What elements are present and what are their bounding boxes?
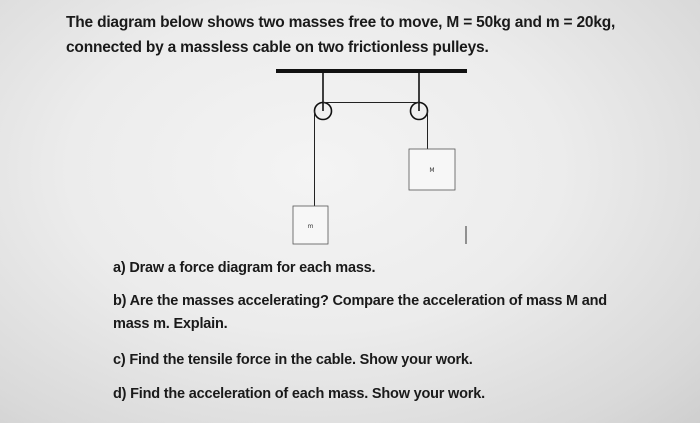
question-c-text: c) Find the tensile force in the cable. Show your work. xyxy=(113,352,473,368)
question-b xyxy=(113,290,693,336)
small-mass-label: m xyxy=(307,223,314,230)
question-b-line-1: b) Are the masses accelerating? Compare the acceleration of mass M and xyxy=(113,293,607,309)
question-a xyxy=(113,257,693,280)
problem-statement-line-1: The diagram below shows two masses free to move, M = 50kg and m = 20kg, xyxy=(66,14,616,31)
question-c xyxy=(113,349,693,372)
question-d xyxy=(113,383,693,406)
large-mass-label: M xyxy=(429,167,435,174)
problem-statement-line-2: connected by a massless cable on two frictionless pulleys. xyxy=(66,39,489,56)
ceiling-beam xyxy=(276,69,467,73)
question-b-line-2: mass m. Explain. xyxy=(113,316,228,332)
question-a-text: a) Draw a force diagram for each mass. xyxy=(113,260,376,276)
question-d-text: d) Find the acceleration of each mass. Show your work. xyxy=(113,386,485,402)
